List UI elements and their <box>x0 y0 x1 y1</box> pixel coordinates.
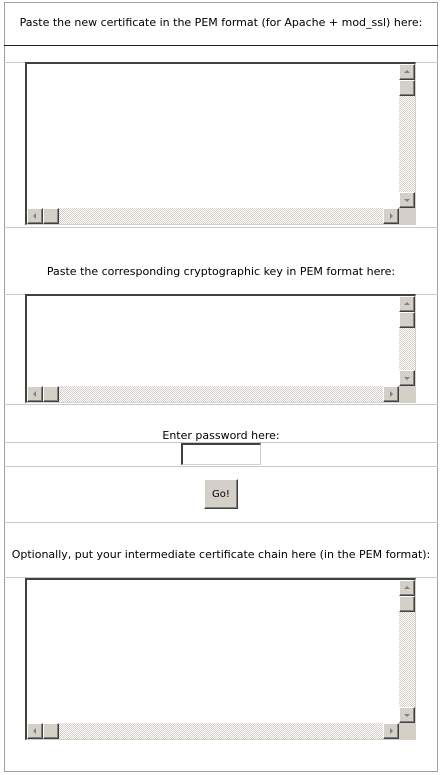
scroll-thumb[interactable] <box>43 723 59 739</box>
scroll-thumb[interactable] <box>43 386 59 402</box>
arrow-left-icon <box>33 213 36 219</box>
scroll-up-button[interactable] <box>399 296 415 312</box>
vertical-scrollbar[interactable] <box>399 296 415 386</box>
row-divider <box>4 227 438 228</box>
scroll-right-button[interactable] <box>383 208 399 224</box>
row-divider <box>4 45 438 46</box>
horizontal-scrollbar[interactable] <box>27 723 399 739</box>
password-input[interactable] <box>181 443 261 465</box>
certificate-textarea-box <box>25 62 416 225</box>
chain-label: Optionally, put your intermediate certificate chain here (in the PEM format): <box>11 548 431 561</box>
row-divider <box>4 466 438 467</box>
scroll-thumb[interactable] <box>399 80 415 96</box>
row-divider <box>4 522 438 523</box>
scroll-down-button[interactable] <box>399 370 415 386</box>
arrow-right-icon <box>390 728 393 734</box>
scroll-corner <box>399 723 415 739</box>
go-button[interactable]: Go! <box>204 479 238 509</box>
row-divider <box>4 404 438 405</box>
password-label: Enter password here: <box>162 429 280 442</box>
scroll-down-button[interactable] <box>399 707 415 723</box>
arrow-right-icon <box>390 213 393 219</box>
scroll-left-button[interactable] <box>27 208 43 224</box>
scroll-up-button[interactable] <box>399 580 415 596</box>
scroll-left-button[interactable] <box>27 723 43 739</box>
chain-textarea[interactable] <box>27 580 403 727</box>
scroll-thumb[interactable] <box>43 208 59 224</box>
arrow-up-icon <box>404 302 410 305</box>
arrow-down-icon <box>404 377 410 380</box>
scroll-right-button[interactable] <box>383 723 399 739</box>
vertical-scrollbar[interactable] <box>399 64 415 208</box>
chain-textarea-box <box>25 578 416 740</box>
scroll-right-button[interactable] <box>383 386 399 402</box>
horizontal-scrollbar[interactable] <box>27 386 399 402</box>
arrow-up-icon <box>404 70 410 73</box>
arrow-down-icon <box>404 199 410 202</box>
horizontal-scrollbar[interactable] <box>27 208 399 224</box>
vertical-scrollbar[interactable] <box>399 580 415 723</box>
key-textarea-box <box>25 294 416 403</box>
certificate-textarea[interactable] <box>27 64 403 212</box>
scroll-thumb[interactable] <box>399 596 415 612</box>
arrow-down-icon <box>404 714 410 717</box>
scroll-down-button[interactable] <box>399 192 415 208</box>
scroll-thumb[interactable] <box>399 312 415 328</box>
scroll-up-button[interactable] <box>399 64 415 80</box>
scroll-left-button[interactable] <box>27 386 43 402</box>
arrow-left-icon <box>33 728 36 734</box>
arrow-up-icon <box>404 586 410 589</box>
certificate-label: Paste the new certificate in the PEM format (for Apache + mod_ssl) here: <box>19 16 423 29</box>
arrow-left-icon <box>33 391 36 397</box>
arrow-right-icon <box>390 391 393 397</box>
key-textarea[interactable] <box>27 296 403 390</box>
scroll-corner <box>399 208 415 224</box>
scroll-corner <box>399 386 415 402</box>
key-label: Paste the corresponding cryptographic key in PEM format here: <box>46 265 396 278</box>
